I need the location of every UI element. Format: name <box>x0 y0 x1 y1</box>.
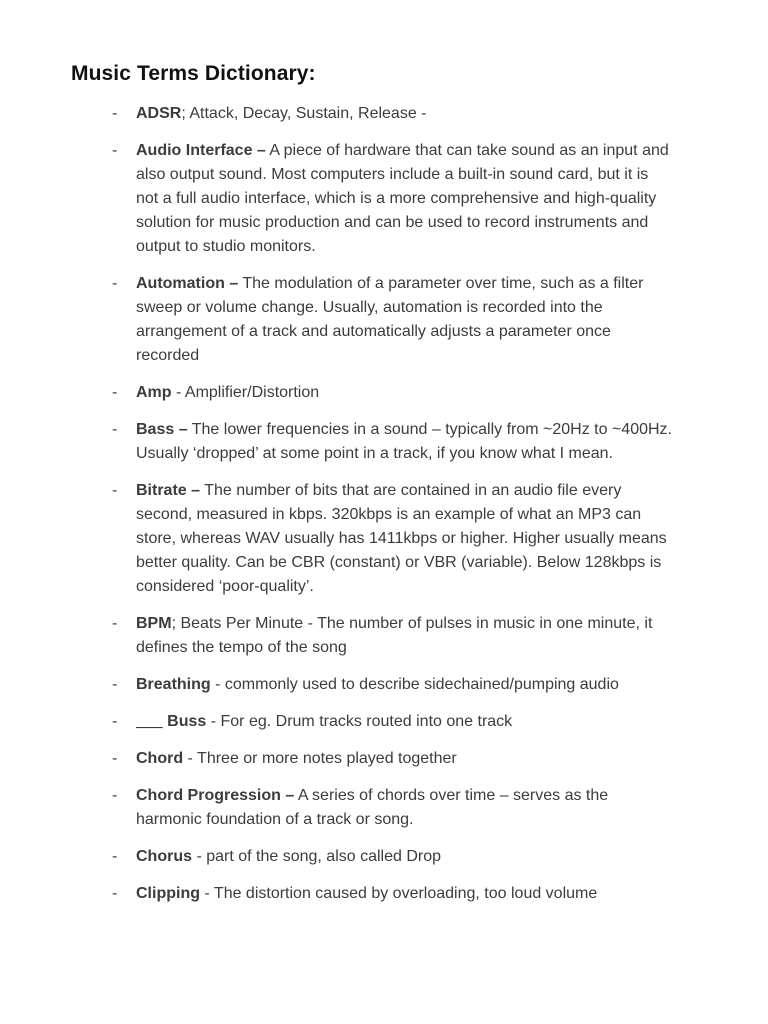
list-bullet: - <box>112 885 118 902</box>
term-definition: - For eg. Drum tracks routed into one track <box>206 713 513 730</box>
term-name: Buss <box>162 713 207 730</box>
term-entry-bitrate <box>71 479 674 599</box>
term-definition: - commonly used to describe sidechained/pumping audio <box>210 676 619 693</box>
list-bullet: - <box>112 275 118 292</box>
list-bullet: - <box>112 615 118 632</box>
term-definition: A series of chords over time – serves as the harmonic foundation of a track or song. <box>136 787 609 828</box>
page-title: Music Terms Dictionary: <box>71 62 316 85</box>
term-blank: ___ <box>136 713 163 730</box>
list-bullet: - <box>112 848 118 865</box>
term-name: Bass – <box>136 421 188 438</box>
term-definition: The number of bits that are contained in an audio file every second, measured in kbps. 320kbps is an example of what an MP3 can store, whereas WAV usually has 1411kbps or higher. Higher usually means better quality. Can be CBR (constant) or VBR (variable). Below 128kbps is considered ‘poor-quality’. <box>136 482 667 595</box>
term-definition: ; Beats Per Minute - The number of pulses in music in one minute, it defines the tempo of the song <box>136 615 653 656</box>
list-bullet: - <box>112 142 118 159</box>
term-name: BPM <box>136 615 172 632</box>
term-entry-chorus <box>71 845 674 869</box>
term-name: Clipping <box>136 885 200 902</box>
list-bullet: - <box>112 384 118 401</box>
term-definition: A piece of hardware that can take sound as an input and also output sound. Most computers include a built-in sound card, but it is not a full audio interface, which is a more comprehensive and high-quality solution for music production and can be used to record instruments and output to studio monitors. <box>136 142 669 255</box>
term-name: Bitrate – <box>136 482 201 499</box>
term-definition: ; Attack, Decay, Sustain, Release - <box>181 105 427 122</box>
list-bullet: - <box>112 750 118 767</box>
term-name: Chorus <box>136 848 192 865</box>
term-name: Breathing <box>136 676 211 693</box>
list-bullet: - <box>112 713 118 730</box>
list-bullet: - <box>112 105 118 122</box>
list-bullet: - <box>112 421 118 438</box>
term-entry-automation <box>71 272 674 368</box>
term-name: Chord Progression – <box>136 787 295 804</box>
term-name: Audio Interface – <box>136 142 266 159</box>
term-name: Automation – <box>136 275 239 292</box>
term-entry-amp <box>71 381 674 405</box>
term-entry-chord-progression <box>71 784 674 832</box>
term-entry-adsr <box>71 102 674 126</box>
list-bullet: - <box>112 787 118 804</box>
list-bullet: - <box>112 482 118 499</box>
term-entry-buss <box>71 710 674 734</box>
term-entry-bass <box>71 418 674 466</box>
list-bullet: - <box>112 676 118 693</box>
term-definition: - Amplifier/Distortion <box>171 384 320 401</box>
term-name: Chord <box>136 750 184 767</box>
term-entry-audio-interface <box>71 139 674 259</box>
term-definition: The lower frequencies in a sound – typically from ~20Hz to ~400Hz. Usually ‘dropped’ at some point in a track, if you know what I mean. <box>136 421 672 462</box>
term-entry-breathing <box>71 673 674 697</box>
term-definition: - part of the song, also called Drop <box>192 848 442 865</box>
term-name: ADSR <box>136 105 182 122</box>
term-list <box>71 102 674 906</box>
term-name: Amp <box>136 384 172 401</box>
term-definition: The modulation of a parameter over time, such as a filter sweep or volume change. Usually, automation is recorded into the arrangement of a track and automatically adjusts a parameter once recorded <box>136 275 644 364</box>
term-definition: - Three or more notes played together <box>183 750 457 767</box>
term-entry-clipping <box>71 882 674 906</box>
term-definition: - The distortion caused by overloading, too loud volume <box>199 885 598 902</box>
term-entry-chord <box>71 747 674 771</box>
term-entry-bpm <box>71 612 674 660</box>
